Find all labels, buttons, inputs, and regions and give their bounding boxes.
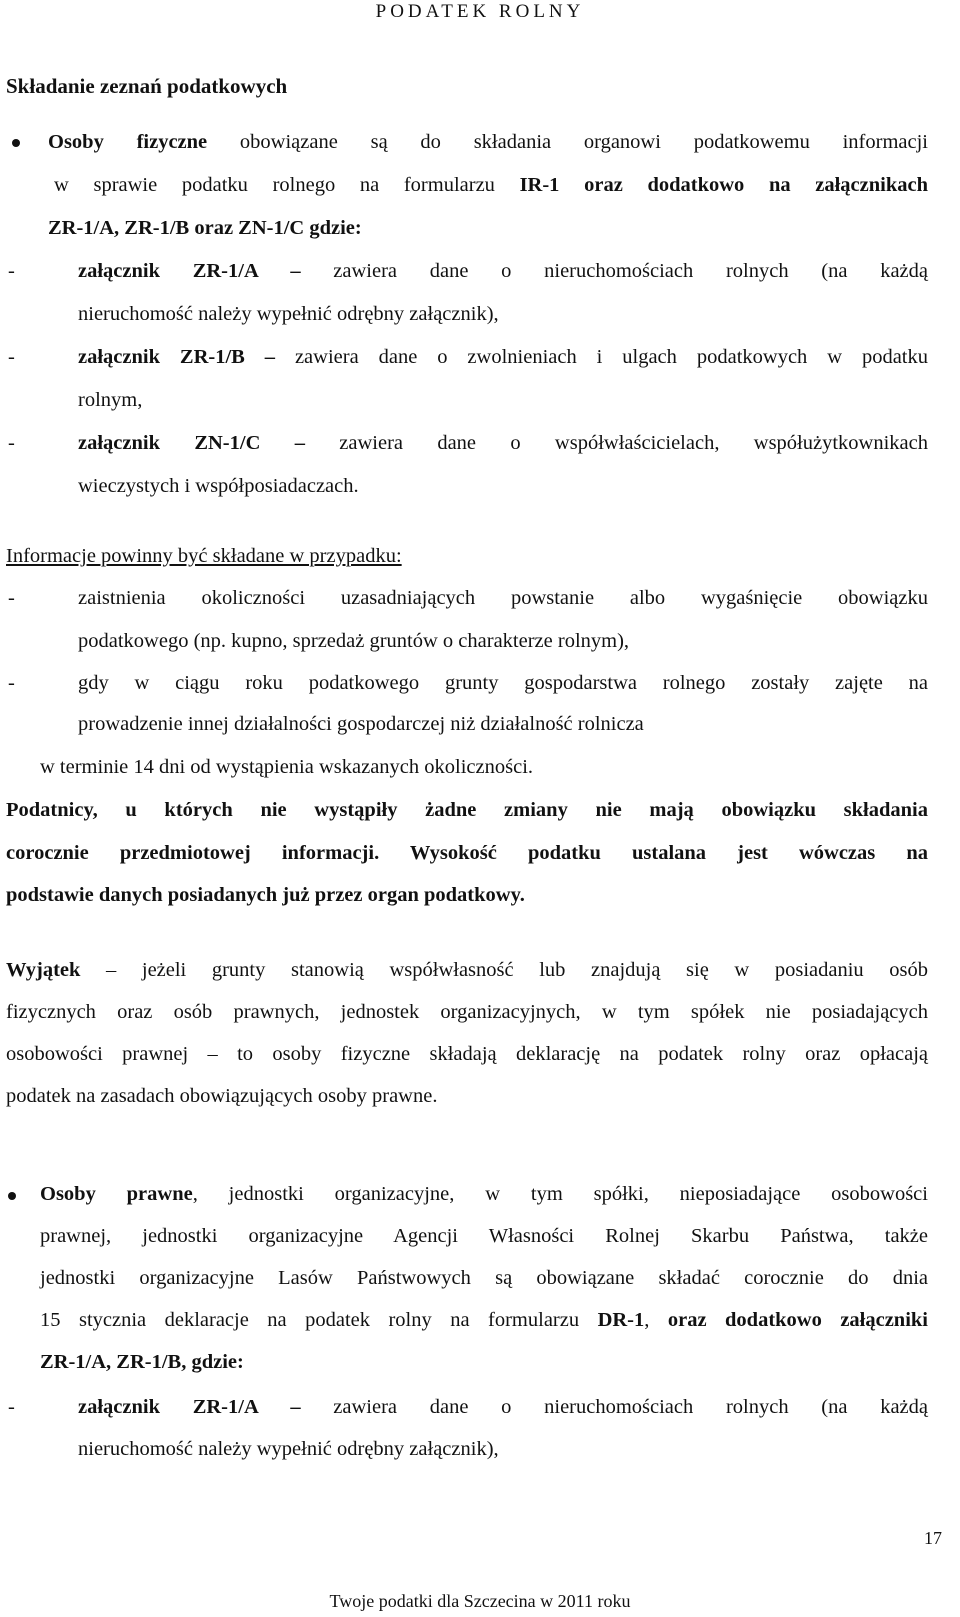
legal-line-4-bold: oraz dodatkowo załączniki <box>667 1309 928 1331</box>
info-item-2: gdy w ciągu roku podatkowego grunty gospodarstwa rolnego zostały zajęte na <box>78 672 928 694</box>
attachment-desc: zawiera dane o nieruchomościach rolnych (na każdą <box>300 1396 928 1418</box>
individuals-line-2-text: w sprawie podatku rolnego na formularzu <box>54 174 520 196</box>
individuals-line-3: ZR-1/A, ZR-1/B oraz ZN-1/C gdzie: <box>48 217 362 239</box>
individuals-line-1-text: obowiązane są do składania organowi podatkowemu informacji <box>207 131 928 153</box>
attachment-item-zn1c-cont: wieczystych i współposiadaczach. <box>78 475 359 497</box>
section-title: Składanie zeznań podatkowych <box>6 74 288 98</box>
attachment-name: załącznik ZR-1/A – <box>78 1396 301 1418</box>
legal-line-4-text: 15 stycznia deklaracje na podatek rolny na formularzu <box>40 1309 598 1331</box>
info-deadline: w terminie 14 dni od wystąpienia wskazanych okoliczności. <box>40 756 534 778</box>
attachment-item-zr1b <box>78 336 928 379</box>
dash-marker: - <box>8 432 15 454</box>
legal-line-1-text: , jednostki organizacyjne, w tym spółki, nieposiadające osobowości <box>192 1183 928 1205</box>
exception-line-1 <box>6 949 928 992</box>
legal-attachment-zr1a <box>78 1386 928 1429</box>
dash-marker: - <box>8 1396 15 1418</box>
exception-line-1-text: – jeżeli grunty stanowią współwłasność lub znajdują się w posiadaniu osób <box>80 959 928 981</box>
info-item-1-cont: podatkowego (np. kupno, sprzedaż gruntów o charakterze rolnym), <box>78 630 630 652</box>
dash-marker: - <box>8 672 15 694</box>
page-number: 17 <box>924 1528 942 1548</box>
legal-lead: Osoby prawne <box>40 1183 193 1205</box>
attachment-item-zr1a-cont: nieruchomość należy wypełnić odrębny załącznik), <box>78 303 499 325</box>
bullet-icon <box>8 1192 16 1200</box>
info-item-2-cont: prowadzenie innej działalności gospodarczej niż działalność rolnicza <box>78 713 644 735</box>
dash-marker: - <box>8 260 15 282</box>
legal-line-4 <box>40 1299 928 1342</box>
attachment-item-zn1c <box>78 422 928 465</box>
exception-line-4: podatek na zasadach obowiązujących osoby prawne. <box>6 1085 438 1107</box>
attachment-desc: zawiera dane o zwolnieniach i ulgach podatkowych w podatku <box>275 346 928 368</box>
dash-marker: - <box>8 587 15 609</box>
individuals-line-1 <box>48 121 928 164</box>
info-heading: Informacje powinny być składane w przypadku: <box>6 545 402 567</box>
page-header: PODATEK ROLNY <box>375 1 585 22</box>
legal-line-3: jednostki organizacyjne Lasów Państwowych są obowiązane składać corocznie do dnia <box>40 1267 928 1289</box>
legal-line-4-sep: , <box>644 1309 668 1331</box>
attachment-name: załącznik ZR-1/A – <box>78 260 301 282</box>
attachment-name: załącznik ZN-1/C – <box>78 432 305 454</box>
attachment-desc: zawiera dane o współwłaścicielach, współużytkownikach <box>304 432 928 454</box>
no-change-line-3: podstawie danych posiadanych już przez organ podatkowy. <box>6 884 525 906</box>
legal-form-name: DR-1 <box>597 1309 645 1331</box>
exception-lead: Wyjątek <box>6 959 81 981</box>
no-change-line-2: corocznie przedmiotowej informacji. Wysokość podatku ustalana jest wówczas na <box>6 842 928 864</box>
attachment-item-zr1a <box>78 250 928 293</box>
legal-attachment-zr1a-cont: nieruchomość należy wypełnić odrębny załącznik), <box>78 1438 499 1460</box>
exception-line-2: fizycznych oraz osób prawnych, jednostek organizacyjnych, w tym spółek nie posiadających <box>6 1001 928 1023</box>
individuals-lead: Osoby fizyczne <box>48 131 208 153</box>
individuals-line-2-bold: IR-1 oraz dodatkowo na załącznikach <box>519 174 928 196</box>
dash-marker: - <box>8 346 15 368</box>
info-item-1: zaistnienia okoliczności uzasadniających powstanie albo wygaśnięcie obowiązku <box>78 587 928 609</box>
legal-line-5: ZR-1/A, ZR-1/B, gdzie: <box>40 1351 244 1373</box>
attachment-item-zr1b-cont: rolnym, <box>78 389 143 411</box>
legal-line-2: prawnej, jednostki organizacyjne Agencji Własności Rolnej Skarbu Państwa, także <box>40 1225 928 1247</box>
legal-line-1 <box>40 1173 928 1216</box>
exception-line-3: osobowości prawnej – to osoby fizyczne składają deklarację na podatek rolny oraz opłacają <box>6 1043 928 1065</box>
no-change-line-1: Podatnicy, u których nie wystąpiły żadne zmiany nie mają obowiązku składania <box>6 799 928 821</box>
attachment-name: załącznik ZR-1/B – <box>78 346 276 368</box>
bullet-icon <box>12 139 20 147</box>
page-footer: Twoje podatki dla Szczecina w 2011 roku <box>329 1591 631 1611</box>
attachment-desc: zawiera dane o nieruchomościach rolnych (na każdą <box>300 260 928 282</box>
individuals-line-2 <box>54 164 928 207</box>
